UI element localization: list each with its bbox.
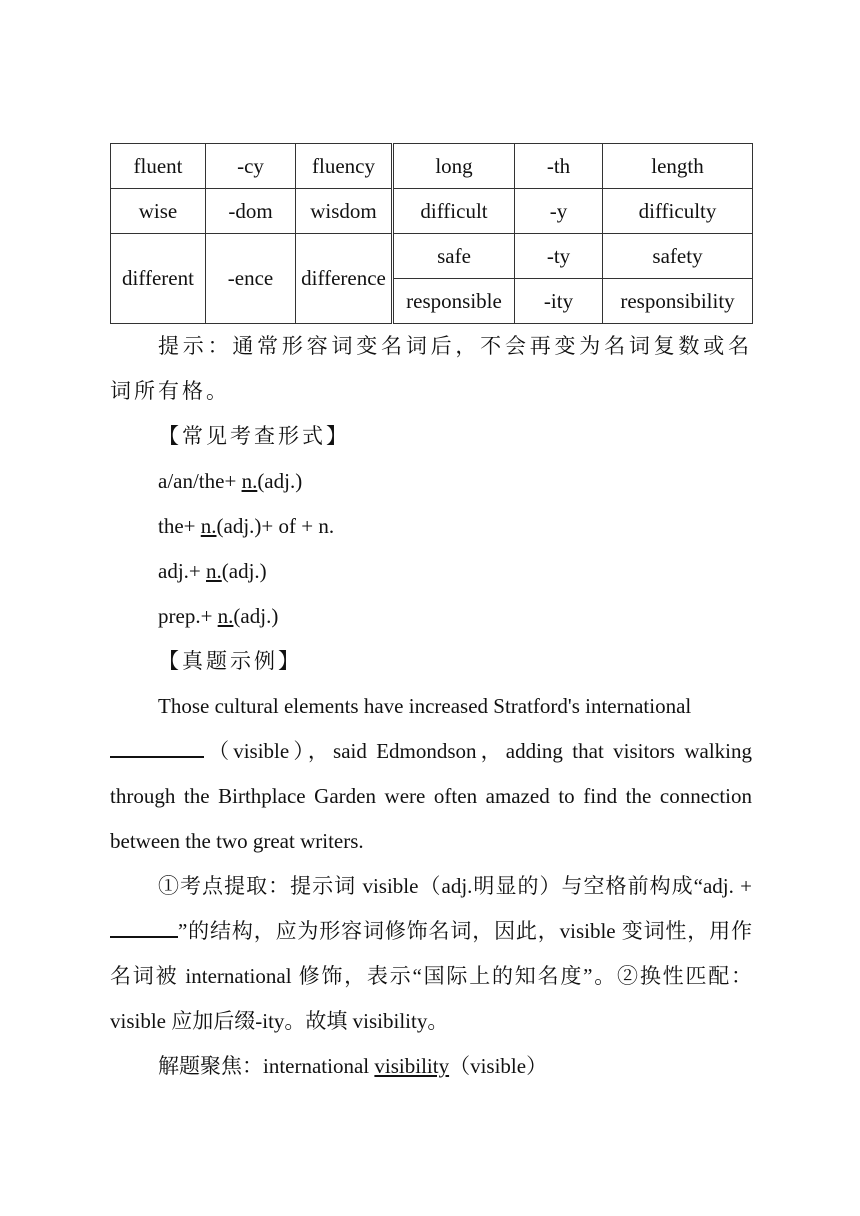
table-cell: wise [111,189,206,234]
form-prefix: the+ [158,514,201,538]
form-noun: n. [217,604,234,628]
form-suffix: (adj.) [257,469,303,493]
form-line [110,504,752,549]
table-row [111,234,753,279]
analysis-paragraph [110,864,752,1044]
table-cell: -dom [206,189,296,234]
suffix-table [110,143,753,324]
form-suffix: (adj.) [221,559,267,583]
form-suffix: (adj.) [233,604,279,628]
focus-hint: （visible） [449,1054,548,1078]
form-line [110,549,752,594]
form-line [110,594,752,639]
table-cell: different [111,234,206,324]
tip-paragraph: 提示：通常形容词变名词后，不会再变为名词复数或名词所有格。 [110,334,752,403]
table-cell: difficulty [603,189,753,234]
form-noun: n. [241,469,258,493]
table-cell: -ity [515,279,603,324]
table-row [111,189,753,234]
answer-blank [110,738,204,758]
form-prefix: prep.+ [158,604,218,628]
structure-blank [110,918,178,938]
table-cell: safety [603,234,753,279]
focus-answer: visibility [374,1054,450,1078]
table-cell: difference [296,234,393,324]
example-text: （visible），said Edmondson，adding that visitors walking through the Birthplace Garden were often amazed to find the connection between the two great writers. [110,739,752,853]
table-cell: -ty [515,234,603,279]
table-cell: -cy [206,144,296,189]
table-cell: -th [515,144,603,189]
form-prefix: a/an/the+ [158,469,242,493]
table-cell: safe [393,234,515,279]
focus-label: 解题聚焦：international [158,1054,375,1078]
table-cell: -ence [206,234,296,324]
table-cell: fluent [111,144,206,189]
table-cell: responsibility [603,279,753,324]
example-paragraph [110,729,752,864]
forms-heading: 【常见考查形式】 [158,424,350,448]
table-row [111,144,753,189]
example-first-line: Those cultural elements have increased Stratford's international [158,694,692,718]
table-cell: -y [515,189,603,234]
focus-line [110,1044,752,1089]
form-noun: n. [200,514,217,538]
table-cell: fluency [296,144,393,189]
table-cell: length [603,144,753,189]
form-noun: n. [206,559,222,583]
table-cell: responsible [393,279,515,324]
form-prefix: adj.+ [158,559,206,583]
table-cell: difficult [393,189,515,234]
example-heading: 【真题示例】 [158,649,302,673]
table-cell: wisdom [296,189,393,234]
analysis-text-1: ①考点提取：提示词 visible（adj.明显的）与空格前构成“adj. + [158,874,752,898]
document-page [110,143,752,1089]
form-line [110,459,752,504]
form-suffix: (adj.)+ of + n. [216,514,335,538]
table-cell: long [393,144,515,189]
analysis-text-2: ”的结构，应为形容词修饰名词，因此，visible 变词性，用作名词被 international 修饰，表示“国际上的知名度”。②换性匹配：visible 应加后缀-ity。故填 visibility。 [110,919,752,1033]
